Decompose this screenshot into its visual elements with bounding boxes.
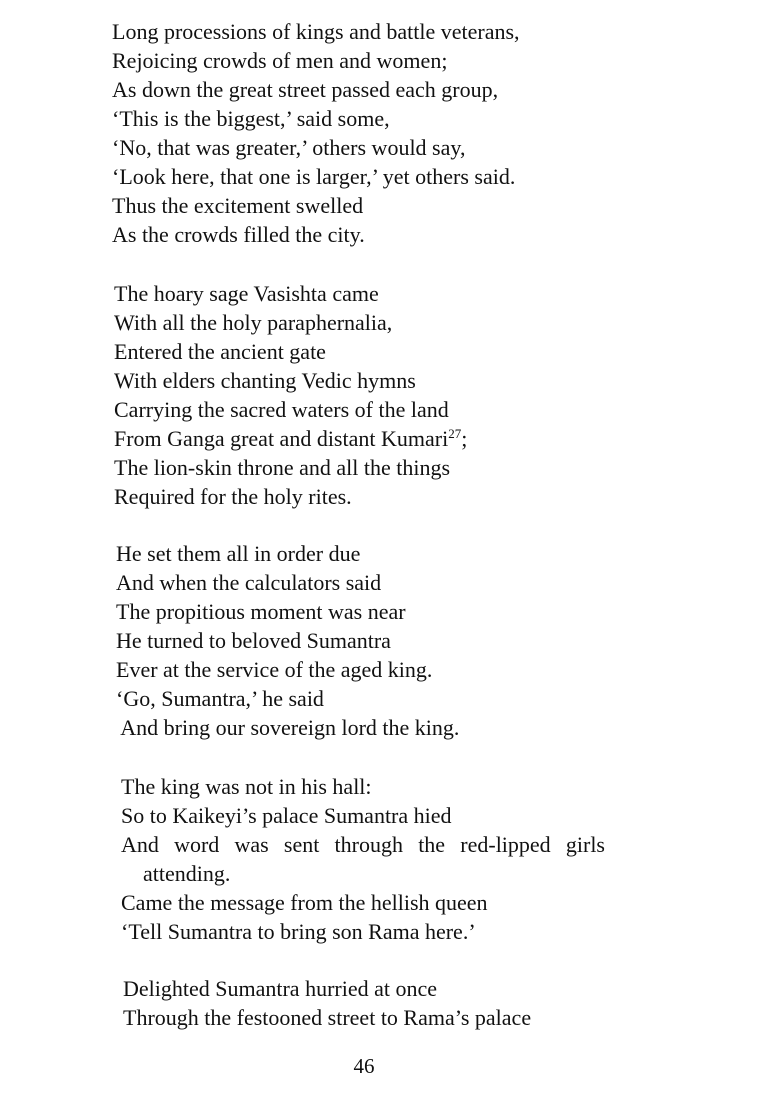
- stanza-4: [121, 772, 605, 946]
- poem-line: Ever at the service of the aged king.: [116, 657, 433, 682]
- poem-line: Required for the holy rites.: [114, 484, 352, 509]
- poem-line: As down the great street passed each group,: [112, 77, 499, 102]
- poem-line: ‘Look here, that one is larger,’ yet others said.: [112, 164, 516, 189]
- poem-line: So to Kaikeyi’s palace Sumantra hied: [121, 803, 452, 828]
- line-punctuation: ;: [461, 426, 468, 451]
- footnote-marker: 27: [448, 426, 462, 441]
- poem-line: With all the holy paraphernalia,: [114, 310, 393, 335]
- stanza-5: [123, 974, 531, 1032]
- poem-line: ‘This is the biggest,’ said some,: [112, 106, 390, 131]
- page-number: 46: [353, 1054, 375, 1078]
- poem-line: Entered the ancient gate: [114, 339, 326, 364]
- poem-line: ‘No, that was greater,’ others would say,: [112, 135, 466, 160]
- poem-line: Carrying the sacred waters of the land: [114, 397, 449, 422]
- poem-line: The propitious moment was near: [116, 599, 406, 624]
- poem-line: He turned to beloved Sumantra: [116, 628, 391, 653]
- poem-line: ‘Tell Sumantra to bring son Rama here.’: [121, 919, 476, 944]
- poem-line: Long processions of kings and battle veterans,: [112, 19, 520, 44]
- poem-line-with-footnote: [114, 424, 467, 453]
- stanza-3: [116, 539, 459, 742]
- poem-line: He set them all in order due: [116, 541, 361, 566]
- stanza-1: [112, 17, 520, 249]
- poem-line: As the crowds filled the city.: [112, 222, 365, 247]
- poem-line: The hoary sage Vasishta came: [114, 281, 379, 306]
- poem-line: With elders chanting Vedic hymns: [114, 368, 416, 393]
- stanza-2: [114, 279, 467, 511]
- poem-line-text: From Ganga great and distant Kumari: [114, 426, 449, 451]
- poem-line: Through the festooned street to Rama’s palace: [123, 1005, 532, 1030]
- poem-line: ‘Go, Sumantra,’ he said: [116, 686, 324, 711]
- poem-line: Rejoicing crowds of men and women;: [112, 48, 448, 73]
- poem-line: Thus the excitement swelled: [112, 193, 364, 218]
- poem-line: And when the calculators said: [116, 570, 382, 595]
- poem-line: And bring our sovereign lord the king.: [116, 715, 460, 740]
- poem-line: And word was sent through the red-lipped girls: [121, 832, 605, 857]
- poem-line: The king was not in his hall:: [121, 774, 372, 799]
- poem-line: Delighted Sumantra hurried at once: [123, 976, 438, 1001]
- poem-line: Came the message from the hellish queen: [121, 890, 488, 915]
- poem-line-continuation: attending.: [143, 861, 231, 886]
- poem-line: The lion-skin throne and all the things: [114, 455, 451, 480]
